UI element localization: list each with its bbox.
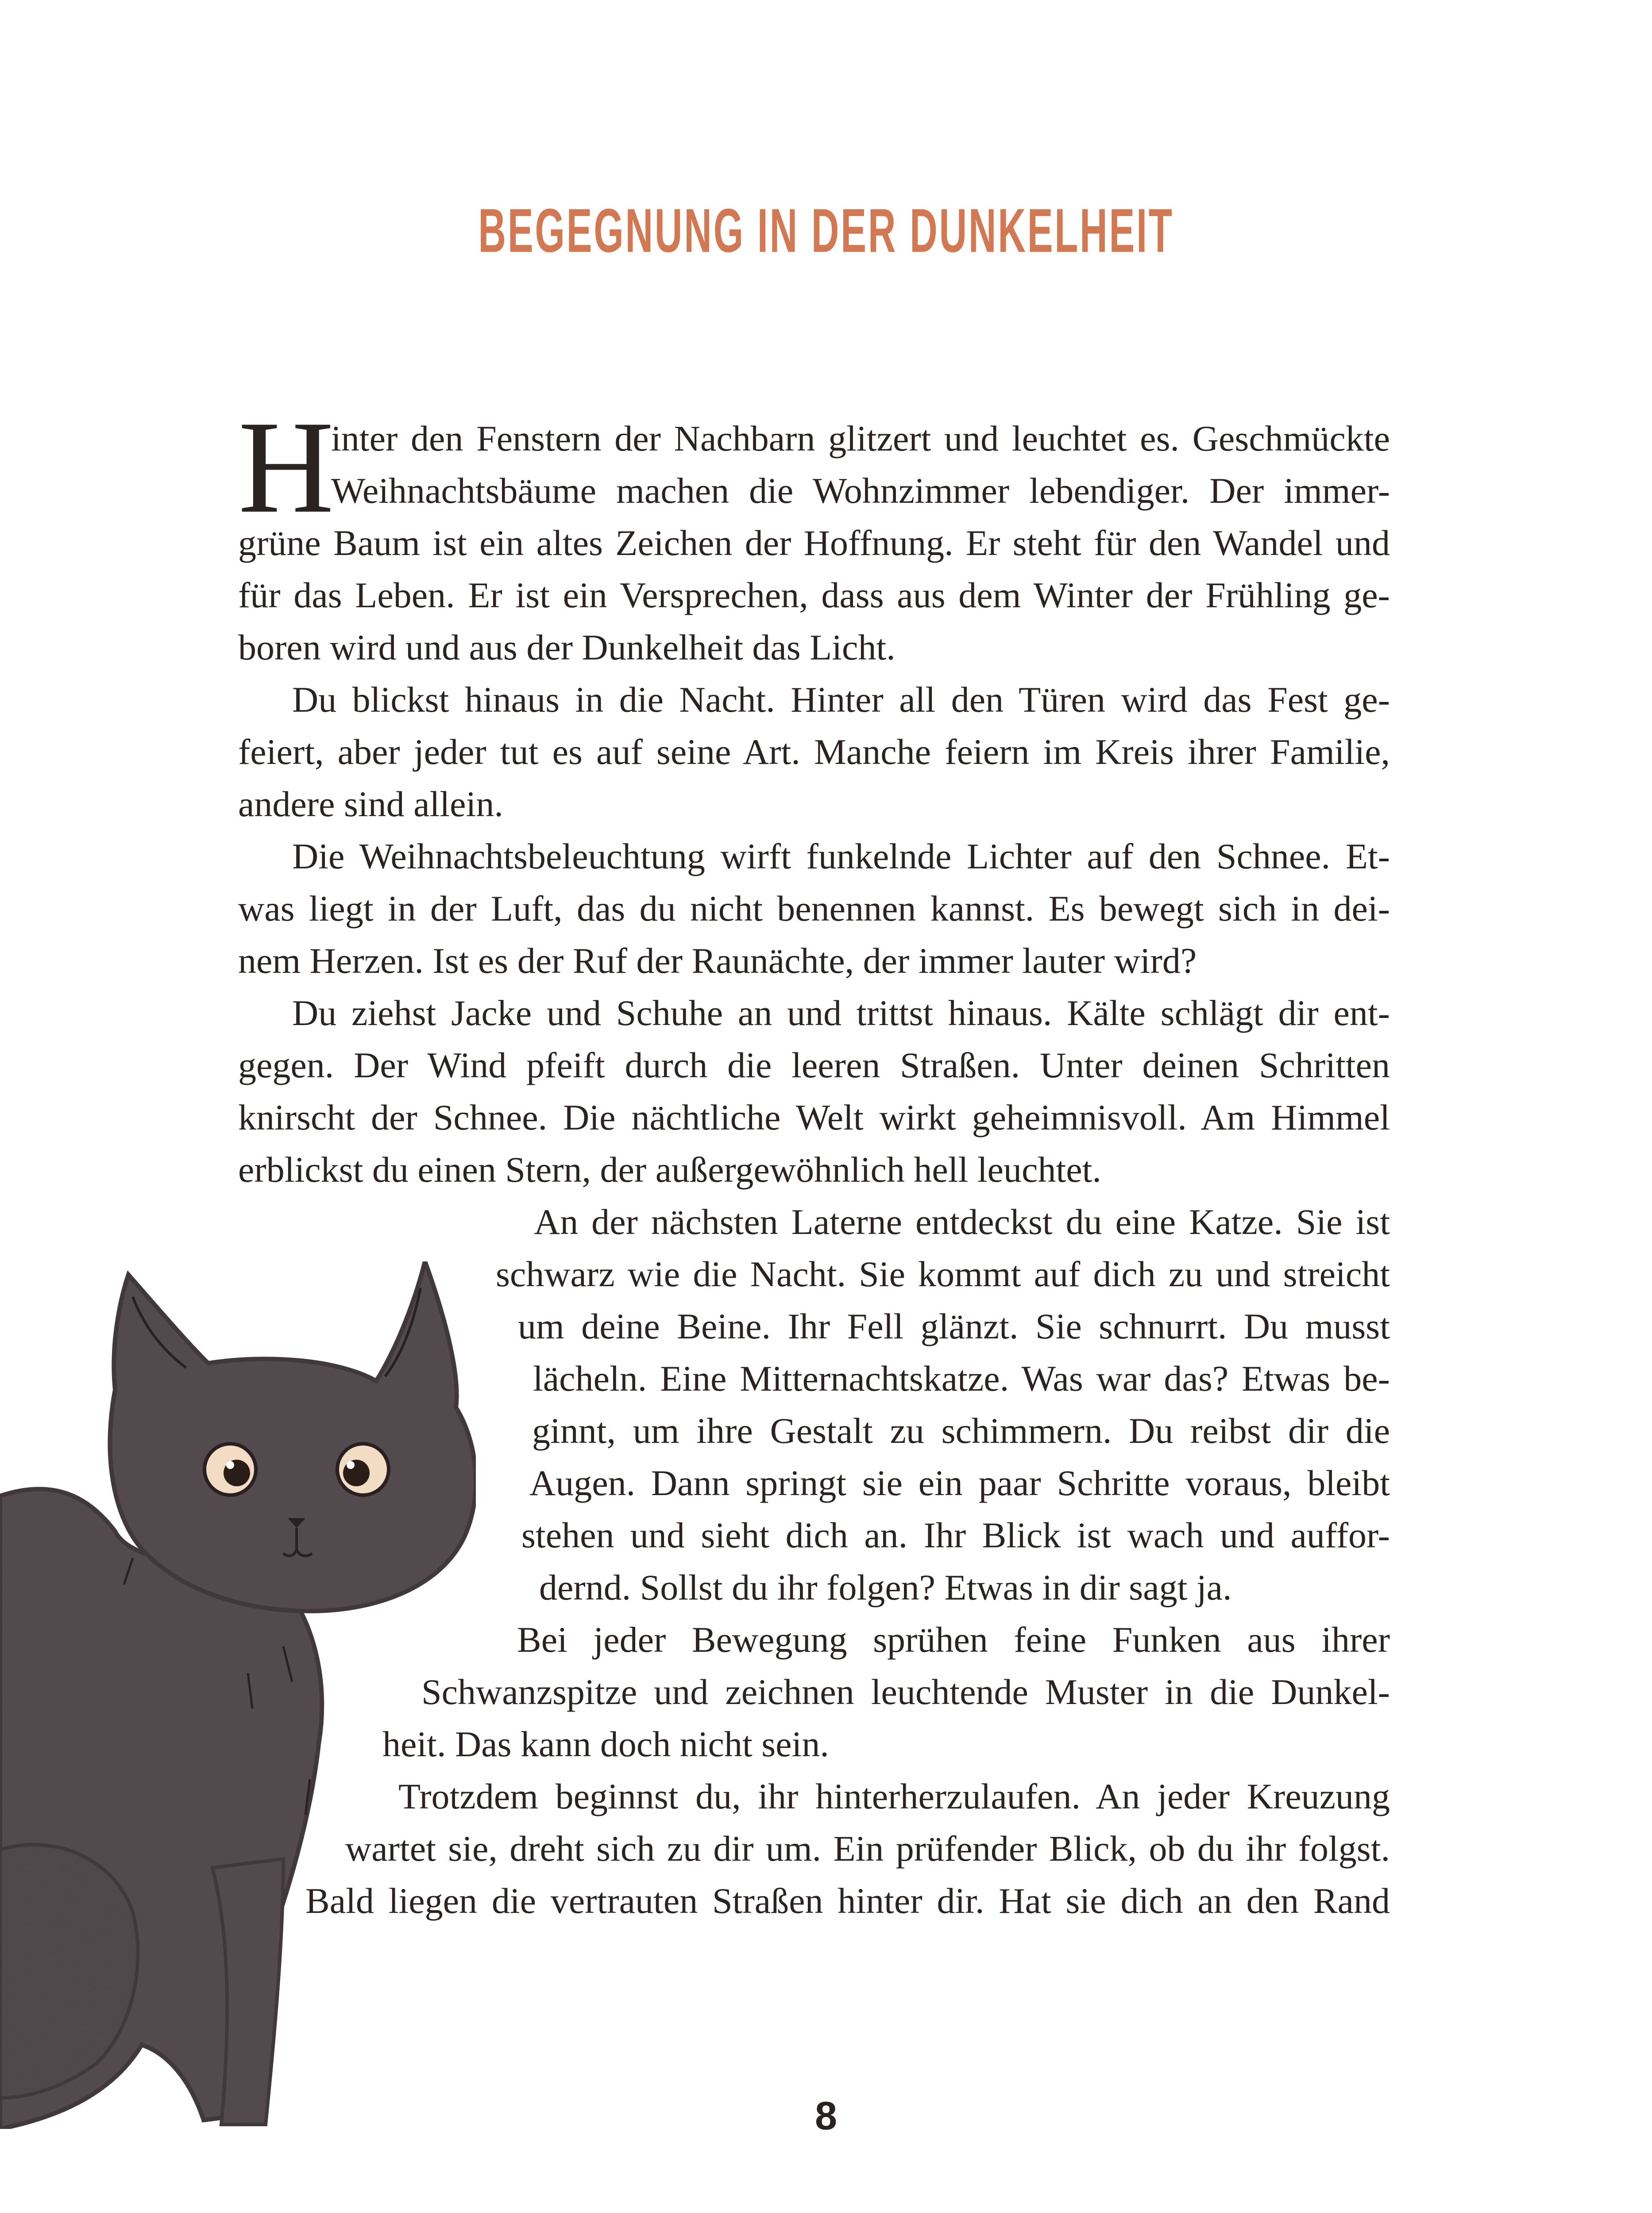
cat-head bbox=[110, 1261, 475, 1611]
text-line: lächeln. Eine Mitternachtskatze. Was war das? Etwas be- bbox=[533, 1358, 1390, 1399]
text-line: für das Leben. Er ist ein Versprechen, dass aus dem Winter der Frühling ge- bbox=[238, 575, 1390, 615]
text-line: um deine Beine. Ihr Fell glänzt. Sie schnurrt. Du musst bbox=[518, 1306, 1390, 1346]
text-line: wartet sie, dreht sich zu dir um. Ein prüfender Blick, ob du ihr folgst. bbox=[345, 1828, 1390, 1869]
text-line: feiert, aber jeder tut es auf seine Art. Manche feiern im Kreis ihrer Familie, bbox=[238, 732, 1390, 772]
text-line: ginnt, um ihre Gestalt zu schimmern. Du reibst dir die bbox=[532, 1411, 1390, 1451]
text-line: An der nächsten Laterne entdeckst du eine Katze. Sie ist bbox=[534, 1202, 1390, 1242]
text-line: gegen. Der Wind pfeift durch die leeren Straßen. Unter deinen Schritten bbox=[238, 1045, 1390, 1085]
page-number: 8 bbox=[814, 2094, 838, 2138]
text-line: Augen. Dann springt sie ein paar Schritte voraus, bleibt bbox=[529, 1463, 1390, 1503]
text-line: boren wird und aus der Dunkelheit das Licht. bbox=[238, 627, 895, 667]
text-line: heit. Das kann doch nicht sein. bbox=[382, 1724, 829, 1764]
text-line: schwarz wie die Nacht. Sie kommt auf dich zu und streicht bbox=[496, 1254, 1390, 1294]
text-line: grüne Baum ist ein altes Zeichen der Hoffnung. Er steht für den Wandel und bbox=[238, 523, 1390, 563]
text-line: inter den Fenstern der Nachbarn glitzert und leuchtet es. Geschmückte bbox=[331, 418, 1390, 459]
text-line: Weihnachtsbäume machen die Wohnzimmer lebendiger. Der immer- bbox=[331, 470, 1390, 511]
text-line: Schwanzspitze und zeichnen leuchtende Muster in die Dunkel- bbox=[421, 1672, 1390, 1712]
text-line: Die Weihnachtsbeleuchtung wirft funkelnde Lichter auf den Schnee. Et- bbox=[292, 836, 1390, 876]
text-line: erblickst du einen Stern, der außergewöhnlich hell leuchtet. bbox=[238, 1149, 1101, 1190]
text-line: dernd. Sollst du ihr folgen? Etwas in dir sagt ja. bbox=[539, 1567, 1232, 1608]
text-line: knirscht der Schnee. Die nächtliche Welt wirkt geheimnisvoll. Am Himmel bbox=[238, 1097, 1390, 1137]
text-line: Du blickst hinaus in die Nacht. Hinter all den Türen wird das Fest ge- bbox=[292, 679, 1390, 720]
text-line: was liegt in der Luft, das du nicht benennen kannst. Es bewegt sich in dei- bbox=[238, 888, 1390, 929]
text-line: Trotzdem beginnst du, ihr hinterherzulaufen. An jeder Kreuzung bbox=[398, 1776, 1390, 1816]
black-cat-illustration bbox=[0, 1248, 487, 2133]
text-line: Du ziehst Jacke und Schuhe an und trittst hinaus. Kälte schlägt dir ent- bbox=[292, 993, 1390, 1033]
drop-cap: H bbox=[238, 393, 334, 540]
chapter-title: BEGEGNUNG IN DER DUNKELHEIT bbox=[478, 196, 1174, 265]
text-line: nem Herzen. Ist es der Ruf der Raunächte, der immer lauter wird? bbox=[238, 941, 1197, 981]
text-line: Bald liegen die vertrauten Straßen hinter dir. Hat sie dich an den Rand bbox=[305, 1881, 1390, 1921]
text-line: stehen und sieht dich an. Ihr Blick ist wach und auffor- bbox=[521, 1515, 1390, 1555]
text-line: andere sind allein. bbox=[238, 784, 503, 824]
text-line: Bei jeder Bewegung sprühen feine Funken aus ihrer bbox=[517, 1619, 1390, 1660]
